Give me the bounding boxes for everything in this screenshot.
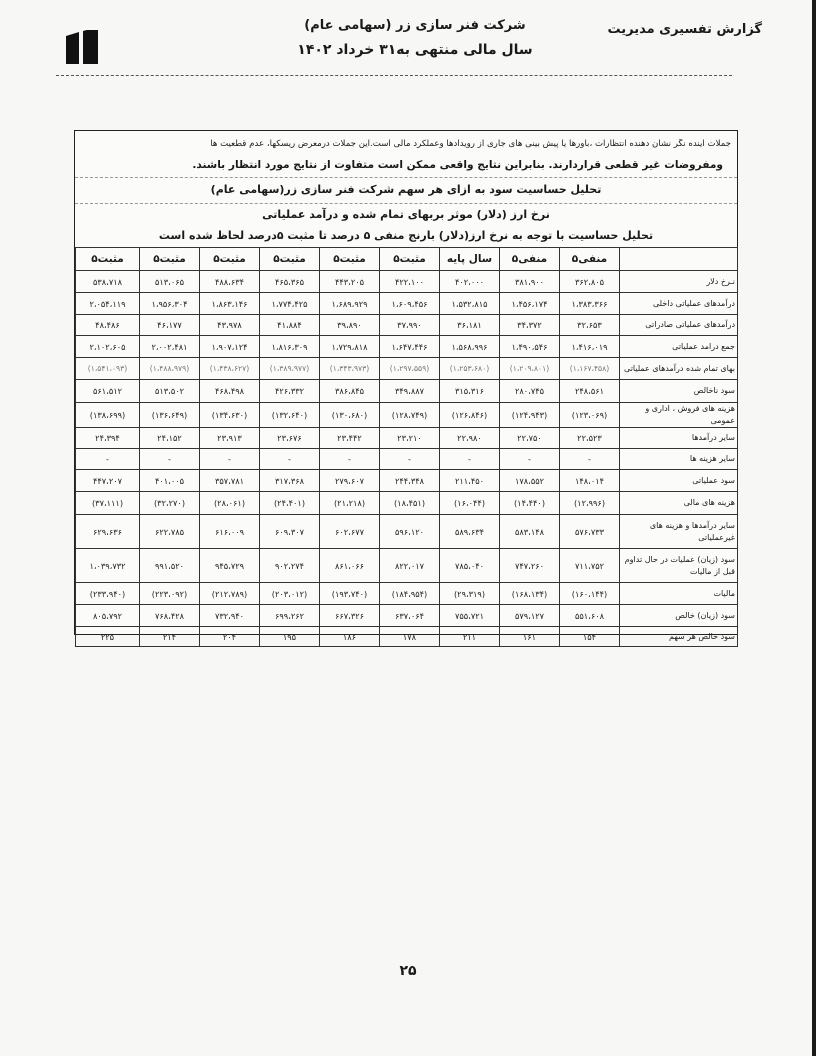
table-cell: ۲۳،۹۱۳	[200, 428, 260, 449]
table-cell: ۶۹۹،۲۶۲	[260, 605, 320, 627]
table-cell: ۱،۹۰۷،۱۲۴	[200, 336, 260, 358]
table-row	[76, 293, 738, 315]
table-row	[76, 515, 738, 549]
table-cell: (۱۲،۹۹۶)	[560, 492, 620, 515]
table-cell: ۳۸۶،۸۴۵	[320, 380, 380, 403]
table-cell: (۱۶۸،۱۳۴)	[500, 583, 560, 605]
table-cell: ۴۰۲،۰۰۰	[440, 271, 500, 293]
row-label: درآمدهای عملیاتی داخلی	[620, 293, 738, 315]
row-label: هزینه های مالی	[620, 492, 738, 515]
table-cell: ۲۴،۱۵۲	[140, 428, 200, 449]
table-cell: ۴۶،۱۷۷	[140, 315, 200, 336]
table-cell: (۱۳۶،۶۴۹)	[140, 403, 200, 428]
table-cell: (۱۸،۴۵۱)	[380, 492, 440, 515]
column-header: مثبت۵	[76, 248, 140, 271]
table-cell: ۵۶۱،۵۱۲	[76, 380, 140, 403]
table-row	[76, 336, 738, 358]
table-cell: ۵۱۳،۰۶۵	[140, 271, 200, 293]
row-label: نـرخ دلار	[620, 271, 738, 293]
table-cell: (۲۴،۴۰۱)	[260, 492, 320, 515]
table-row	[76, 605, 738, 627]
table-cell: (۱۶،۰۴۴)	[440, 492, 500, 515]
table-cell: -	[500, 449, 560, 470]
table-row	[76, 449, 738, 470]
table-cell: ۸۰۵،۷۹۲	[76, 605, 140, 627]
table-cell: ۱،۷۲۹،۸۱۸	[320, 336, 380, 358]
table-cell: ۲۸۰،۷۴۵	[500, 380, 560, 403]
table-cell: (۲۸،۰۶۱)	[200, 492, 260, 515]
column-header: مثبت۵	[140, 248, 200, 271]
table-cell: ۷۳۲،۹۴۰	[200, 605, 260, 627]
table-cell: (۱،۲۵۳،۶۸۰)	[440, 358, 500, 380]
sensitivity-note: تحلیل حساسیت با توجه به نرخ ارز(دلار) بارنج منفی ۵ درصد تا مثبت ۵درصد لحاظ شده است	[158, 229, 654, 242]
table-cell: (۱۲۸،۷۴۹)	[380, 403, 440, 428]
table-cell: ۱۷۸	[380, 627, 440, 647]
table-cell: ۱،۴۱۶،۰۱۹	[560, 336, 620, 358]
table-cell: ۱،۸۶۳،۱۴۶	[200, 293, 260, 315]
report-title: گزارش تفسیری مدیریت	[607, 22, 762, 37]
table-cell: ۱،۷۷۴،۴۲۵	[260, 293, 320, 315]
column-header: منفی۵	[560, 248, 620, 271]
table-row	[76, 403, 738, 428]
table-cell: ۲۱۱	[440, 627, 500, 647]
table-row	[76, 428, 738, 449]
table-cell: (۱۸۴،۹۵۴)	[380, 583, 440, 605]
table-cell: ۴۱،۸۸۴	[260, 315, 320, 336]
table-cell: ۵۹۶،۱۲۰	[380, 515, 440, 549]
table-cell: ۹۴۵،۷۲۹	[200, 549, 260, 583]
table-cell: ۴۴۳،۲۰۵	[320, 271, 380, 293]
table-cell: ۹۰۲،۲۷۴	[260, 549, 320, 583]
table-cell: (۱،۵۴۱،۰۹۳)	[76, 358, 140, 380]
sensitivity-subtitle: نرخ ارز (دلار) موثر بربهای تمام شده و درآمد عملیاتی	[262, 208, 550, 221]
table-cell: ۱،۵۶۸،۹۹۶	[440, 336, 500, 358]
table-cell: -	[200, 449, 260, 470]
row-label: سایر درآمدها و هزینه های غیرعملیاتی	[620, 515, 738, 549]
table-cell: (۲۲۳،۰۹۲)	[140, 583, 200, 605]
table-cell: ۱،۶۸۹،۹۲۹	[320, 293, 380, 315]
row-label: سود عملیاتی	[620, 470, 738, 492]
table-cell: -	[260, 449, 320, 470]
table-cell: ۶۰۹،۳۰۷	[260, 515, 320, 549]
table-cell: ۱۴۸،۰۱۴	[560, 470, 620, 492]
table-cell: ۶۲۹،۶۳۶	[76, 515, 140, 549]
table-cell: ۱۶۱	[500, 627, 560, 647]
company-name: شرکت فنر سازی زر (سهامی عام)	[304, 18, 526, 33]
table-cell: -	[320, 449, 380, 470]
table-cell: ۲،۰۵۴،۱۱۹	[76, 293, 140, 315]
header-divider	[56, 75, 732, 76]
table-cell: (۱۲۴،۹۴۳)	[500, 403, 560, 428]
table-cell: ۲۴۴،۳۴۸	[380, 470, 440, 492]
table-cell: ۱،۰۳۹،۷۳۲	[76, 549, 140, 583]
table-row	[76, 358, 738, 380]
table-cell: ۲،۱۰۲،۶۰۵	[76, 336, 140, 358]
table-cell: (۱۹۳،۷۴۰)	[320, 583, 380, 605]
table-cell: ۴۶۸،۴۹۸	[200, 380, 260, 403]
table-cell: ۱،۸۱۶،۳۰۹	[260, 336, 320, 358]
table-cell: (۱۳۲،۶۴۰)	[260, 403, 320, 428]
table-row	[76, 549, 738, 583]
table-cell: (۱،۱۶۷،۴۵۸)	[560, 358, 620, 380]
table-cell: ۲۳،۲۱۰	[380, 428, 440, 449]
table-cell: (۱،۳۴۳،۹۷۳)	[320, 358, 380, 380]
forward-looking-disclaimer-line1: جملات آینده نگر نشان دهنده انتظارات ،باورها یا پیش بینی های جاری از رویدادها وعملکرد مالی است.این جملات درمعرض ریسکها، عدم قطعیت ها	[210, 139, 731, 149]
table-cell: ۷۶۸،۴۲۸	[140, 605, 200, 627]
table-cell: ۳۵۷،۷۸۱	[200, 470, 260, 492]
table-cell: (۱۳۸،۶۹۹)	[76, 403, 140, 428]
table-cell: ۴۰۱،۰۰۵	[140, 470, 200, 492]
row-label: هزینه های فروش ، اداری و عمومی	[620, 403, 738, 428]
row-label: جمع درامد عملیاتی	[620, 336, 738, 358]
table-cell: (۱،۴۳۸،۶۲۷)	[200, 358, 260, 380]
table-cell: ۶۲۲،۷۸۵	[140, 515, 200, 549]
table-cell: ۲۲۵	[76, 627, 140, 647]
table-row	[76, 492, 738, 515]
table-cell: ۳۲،۶۵۳	[560, 315, 620, 336]
table-cell: ۱،۶۰۹،۴۵۶	[380, 293, 440, 315]
row-label: سایر درآمدها	[620, 428, 738, 449]
table-cell: ۱،۵۳۲،۸۱۵	[440, 293, 500, 315]
row-label: مالیات	[620, 583, 738, 605]
table-cell: -	[140, 449, 200, 470]
table-row	[76, 315, 738, 336]
table-cell: ۱،۴۵۶،۱۷۴	[500, 293, 560, 315]
table-cell: ۵۸۳،۱۴۸	[500, 515, 560, 549]
table-cell: ۱،۳۸۳،۳۶۶	[560, 293, 620, 315]
row-label: سود خالص هر سهم	[620, 627, 738, 647]
forward-looking-disclaimer-line2: ومفروضات غیر قطعی قراردارند. بنابراین نتایج واقعی ممکن است متفاوت از نتایج مورد انتظار باشند.	[192, 159, 723, 171]
table-cell: ۷۴۷،۲۶۰	[500, 549, 560, 583]
table-cell: -	[440, 449, 500, 470]
table-cell: (۲۱،۲۱۸)	[320, 492, 380, 515]
table-cell: ۱۸۶	[320, 627, 380, 647]
divider	[75, 177, 737, 178]
table-cell: ۳۴۹،۸۸۷	[380, 380, 440, 403]
table-cell: ۶۳۷،۰۶۴	[380, 605, 440, 627]
scan-edge	[812, 0, 816, 1056]
table-cell: ۶۱۶،۰۰۹	[200, 515, 260, 549]
table-cell: ۳۷،۹۹۰	[380, 315, 440, 336]
table-cell: (۳۷،۱۱۱)	[76, 492, 140, 515]
table-cell: -	[76, 449, 140, 470]
table-cell: ۲۲،۹۸۰	[440, 428, 500, 449]
divider	[75, 203, 737, 204]
company-logo	[62, 30, 102, 66]
table-row	[76, 583, 738, 605]
table-cell: ۵۱۳،۵۰۲	[140, 380, 200, 403]
table-cell: ۲،۰۰۲،۴۸۱	[140, 336, 200, 358]
table-cell: ۱،۹۵۶،۳۰۴	[140, 293, 200, 315]
table-cell: ۳۱۵،۳۱۶	[440, 380, 500, 403]
row-label: درآمدهای عملیاتی صادراتی	[620, 315, 738, 336]
table-cell: ۲۱۴	[140, 627, 200, 647]
table-cell: ۱۹۵	[260, 627, 320, 647]
table-cell: ۳۶۲،۸۰۵	[560, 271, 620, 293]
table-cell: ۷۱۱،۷۵۲	[560, 549, 620, 583]
table-cell: ۲۳،۶۷۶	[260, 428, 320, 449]
table-cell: (۱۲۶،۸۴۶)	[440, 403, 500, 428]
table-cell: (۲۳۳،۹۴۰)	[76, 583, 140, 605]
table-cell: (۱،۴۸۸،۹۷۹)	[140, 358, 200, 380]
table-cell: -	[380, 449, 440, 470]
table-cell: (۲۰۳،۰۱۲)	[260, 583, 320, 605]
table-cell: ۱،۶۴۷،۴۴۶	[380, 336, 440, 358]
table-cell: ۲۰۴	[200, 627, 260, 647]
column-header: مثبت۵	[320, 248, 380, 271]
column-header: مثبت۵	[260, 248, 320, 271]
table-cell: ۲۷۹،۶۰۷	[320, 470, 380, 492]
table-cell: ۲۲،۵۲۳	[560, 428, 620, 449]
header-corner	[620, 248, 738, 271]
table-cell: ۴۲۲،۱۰۰	[380, 271, 440, 293]
table-cell: (۱،۲۹۷،۵۵۹)	[380, 358, 440, 380]
table-cell: ۵۷۶،۷۳۳	[560, 515, 620, 549]
table-cell: ۷۵۵،۷۲۱	[440, 605, 500, 627]
table-row	[76, 470, 738, 492]
table-cell: (۱۲۳،۰۶۹)	[560, 403, 620, 428]
table-cell: (۳۲،۲۷۰)	[140, 492, 200, 515]
table-cell: ۹۹۱،۵۲۰	[140, 549, 200, 583]
table-cell: (۱۶۰،۱۴۴)	[560, 583, 620, 605]
table-cell: (۱۴،۴۴۰)	[500, 492, 560, 515]
table-cell: ۵۸۹،۶۳۴	[440, 515, 500, 549]
table-cell: ۱۷۸،۵۵۲	[500, 470, 560, 492]
table-cell: -	[560, 449, 620, 470]
table-cell: ۶۰۲،۶۷۷	[320, 515, 380, 549]
table-cell: ۳۴،۳۷۲	[500, 315, 560, 336]
sensitivity-title: تحلیل حساسیت سود به ازای هر سهم شرکت فنر سازی زر(سهامی عام)	[210, 183, 602, 196]
table-cell: ۲۳،۴۴۲	[320, 428, 380, 449]
table-cell: ۳۹،۸۹۰	[320, 315, 380, 336]
row-label: سایر هزینه ها	[620, 449, 738, 470]
column-header: سال پایه	[440, 248, 500, 271]
table-cell: ۳۶،۱۸۱	[440, 315, 500, 336]
column-header: منفی۵	[500, 248, 560, 271]
column-header: مثبت۵	[200, 248, 260, 271]
row-label: سود ناخالص	[620, 380, 738, 403]
table-cell: ۴۶۵،۳۶۵	[260, 271, 320, 293]
sensitivity-section	[74, 130, 738, 642]
table-cell: (۱،۳۸۹،۹۷۷)	[260, 358, 320, 380]
sensitivity-table	[75, 247, 738, 647]
table-cell: ۵۳۸،۷۱۸	[76, 271, 140, 293]
row-label: سود (زیان) خالص	[620, 605, 738, 627]
table-cell: ۸۲۲،۰۱۷	[380, 549, 440, 583]
table-cell: (۱۳۴،۶۳۰)	[200, 403, 260, 428]
table-cell: ۱۵۴	[560, 627, 620, 647]
table-row	[76, 627, 738, 647]
table-cell: ۲۴،۳۹۴	[76, 428, 140, 449]
row-label: سود (زیان) عملیات در حال تداوم قبل از مالیات	[620, 549, 738, 583]
table-cell: (۲۱۲،۷۸۹)	[200, 583, 260, 605]
row-label: بهای تمام شده درآمدهای عملیاتی	[620, 358, 738, 380]
table-header-row	[76, 248, 738, 271]
table-cell: ۸۶۱،۰۶۶	[320, 549, 380, 583]
table-cell: ۴۴۷،۲۰۷	[76, 470, 140, 492]
table-cell: (۲۹،۳۱۹)	[440, 583, 500, 605]
table-cell: ۵۷۹،۱۲۷	[500, 605, 560, 627]
fiscal-period: سال مالی منتهی به۳۱ خرداد ۱۴۰۲	[297, 42, 533, 58]
table-cell: ۲۱۱،۴۵۰	[440, 470, 500, 492]
column-header: مثبت۵	[380, 248, 440, 271]
table-cell: ۲۲،۷۵۰	[500, 428, 560, 449]
page-number: ۲۵	[399, 963, 417, 979]
table-cell: (۱،۲۰۹،۸۰۱)	[500, 358, 560, 380]
table-cell: ۳۱۷،۳۶۸	[260, 470, 320, 492]
table-cell: ۷۸۵،۰۴۰	[440, 549, 500, 583]
table-cell: ۲۴۸،۵۶۱	[560, 380, 620, 403]
table-cell: ۴۸۸،۶۳۴	[200, 271, 260, 293]
table-cell: ۴۸،۴۸۶	[76, 315, 140, 336]
table-row	[76, 380, 738, 403]
table-cell: ۶۶۷،۳۲۶	[320, 605, 380, 627]
table-cell: ۳۸۱،۹۰۰	[500, 271, 560, 293]
table-cell: (۱۳۰،۶۸۰)	[320, 403, 380, 428]
table-cell: ۱،۴۹۰،۵۴۶	[500, 336, 560, 358]
table-row	[76, 271, 738, 293]
table-cell: ۵۵۱،۶۰۸	[560, 605, 620, 627]
table-cell: ۴۳،۹۷۸	[200, 315, 260, 336]
table-cell: ۴۲۶،۳۳۲	[260, 380, 320, 403]
